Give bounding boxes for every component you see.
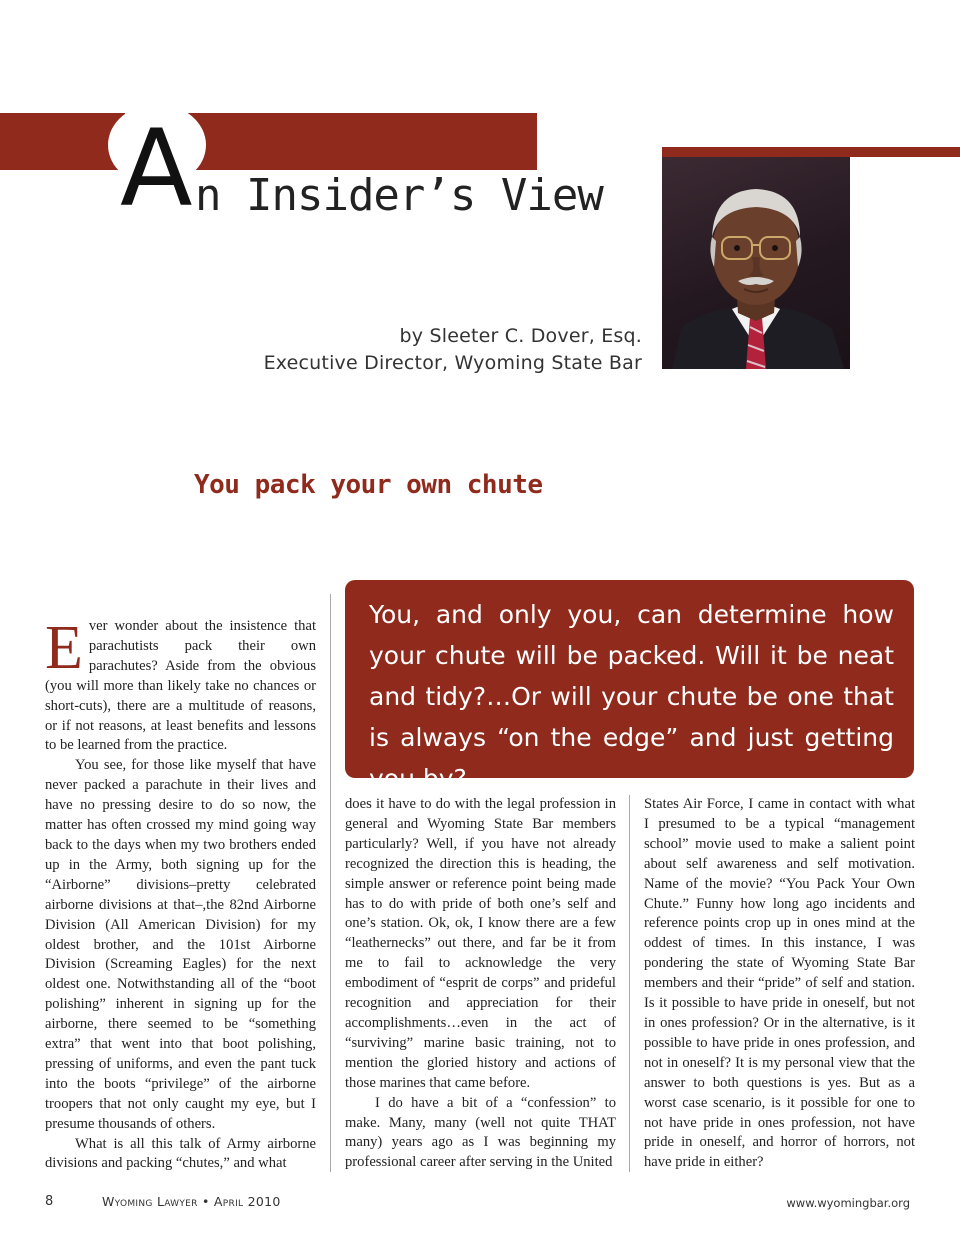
header-band-right: [185, 113, 537, 170]
author-photo: [662, 157, 850, 369]
article-subhead: You pack your own chute: [194, 470, 543, 500]
byline-title: Executive Director, Wyoming State Bar: [263, 352, 642, 374]
article-paragraph: does it have to do with the legal profession in general and Wyoming State Bar members particularly? Well, if you have not already recognized the direction this is heading, the simple answer or reference point being made has to do with pride of both one’s self and one’s station. Ok, ok, I know there are a few “leathernecks” out there, and far be it from me to fail to acknowledge the very embodiment of “esprit de corps” and prideful recognition and appreciation for their accomplishments…even in the act of “surviving” marine basic training, not to mention the gloried history and actions of those marines that came before.: [345, 796, 616, 1091]
article-column-1: [45, 614, 316, 1174]
byline: [264, 323, 642, 377]
drop-cap: E: [45, 614, 83, 682]
byline-author: by Sleeter C. Dover, Esq.: [399, 325, 642, 347]
publication-name: Wyoming Lawyer • April 2010: [102, 1194, 281, 1209]
article-paragraph: [45, 614, 316, 756]
article-title: n Insider’s View: [195, 170, 603, 221]
article-paragraph: What is all this talk of Army airborne divisions and packing “chutes,” and what: [45, 1135, 316, 1172]
paragraph-text: ver wonder about the insistence that parachutists pack their own parachutes? Aside from the obvious (you will more than likely take no chances or short-cuts), there are a multitude of reasons, or if not reasons, at least benefits and lessons to be learned from the practice.: [45, 618, 316, 754]
pull-quote: You, and only you, can determine how your chute will be packed. Will it be neat and tidy?…Or will your chute be one that is always “on the edge” and just getting you by?: [345, 580, 914, 778]
article-paragraph: States Air Force, I came in contact with what I presumed to be a typical “management school” movie used to make a salient point about self awareness and self motivation. Name of the movie? “You Pack Your Own Chute.” Funny how long ago incidents and reference points crop up in ones mind at the oddest of times. In this instance, I was pondering the state of Wyoming State Bar members and their “pride” of self and station. Is it possible to have pride in oneself, but not in ones profession? Or in the alternative, is it possible to have pride in ones profession, and not in oneself? It is my personal view that the answer to both questions is yes. But as a worst case scenario, is it possible for one to not have pride in ones profession, not have pride in oneself, and horror of horrors, not have pride in either?: [644, 796, 915, 1171]
photo-band: [662, 147, 960, 157]
article-column-3: [644, 795, 915, 1173]
page-number: 8: [45, 1194, 54, 1209]
column-rule-right: [629, 795, 630, 1172]
article-paragraph: You see, for those like myself that have never packed a parachute in their lives and have no pressing desire to do so now, the matter has often crossed my mind going way back to the days when my two brothers ended up in the Army, both signing up for the “Airborne” divisions–pretty celebrated airborne divisions at that–,the 82nd Airborne Division (All American Division) for my oldest brother, and the 101st Airborne Division (Screaming Eagles) for the next oldest one. Notwithstanding all of the “boot polishing” inherent in signing up for the airborne, there seemed to be “something extra” that went into that boot polishing, pressing of uniforms, and even the pant tuck into the boots “privilege” of the airborne troopers that not only caught my eye, but I presume thousands of others.: [45, 757, 316, 1132]
footer-url[interactable]: www.wyomingbar.org: [786, 1196, 910, 1210]
header-band-left: [0, 113, 125, 170]
column-rule-left: [330, 594, 331, 1172]
article-paragraph: I do have a bit of a “confession” to make. Many, many (well not quite THAT many) years ago as I was beginning my professional career after serving in the United: [345, 1094, 616, 1171]
title-initial: A: [120, 107, 193, 230]
article-column-2: [345, 795, 616, 1173]
